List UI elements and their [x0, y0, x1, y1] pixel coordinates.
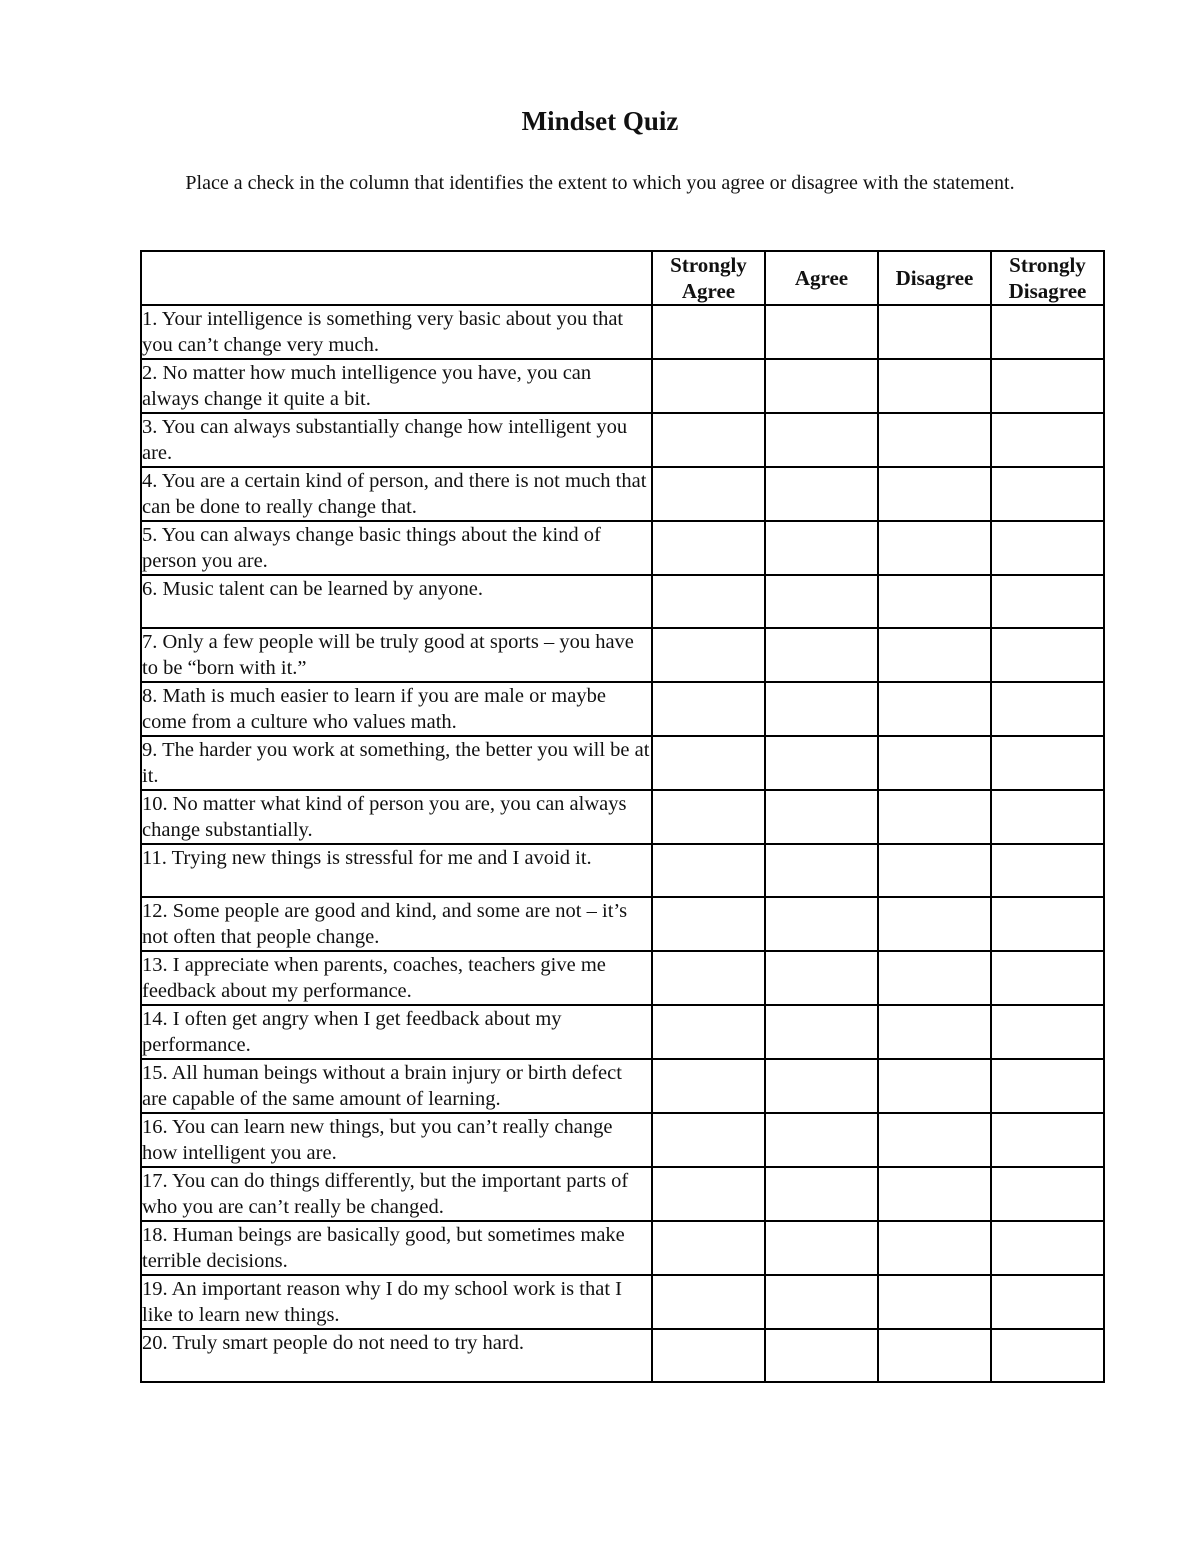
table-row [141, 521, 1104, 575]
check-cell-strongly-disagree[interactable] [991, 1005, 1104, 1059]
check-cell-disagree[interactable] [878, 359, 991, 413]
check-cell-agree[interactable] [765, 1059, 878, 1113]
table-row [141, 359, 1104, 413]
check-cell-strongly-agree[interactable] [652, 521, 765, 575]
check-cell-strongly-disagree[interactable] [991, 628, 1104, 682]
check-cell-agree[interactable] [765, 359, 878, 413]
table-row [141, 1167, 1104, 1221]
check-cell-strongly-disagree[interactable] [991, 951, 1104, 1005]
statement-text: 8. Math is much easier to learn if you are male or maybe come from a culture who values math. [141, 682, 652, 736]
table-row [141, 628, 1104, 682]
check-cell-strongly-agree[interactable] [652, 575, 765, 628]
check-cell-disagree[interactable] [878, 1329, 991, 1382]
check-cell-disagree[interactable] [878, 521, 991, 575]
statement-text: 18. Human beings are basically good, but sometimes make terrible decisions. [141, 1221, 652, 1275]
table-row [141, 844, 1104, 897]
check-cell-strongly-disagree[interactable] [991, 359, 1104, 413]
table-row [141, 1329, 1104, 1382]
statement-text: 2. No matter how much intelligence you have, you can always change it quite a bit. [141, 359, 652, 413]
header-strongly-agree: Strongly Agree [652, 251, 765, 305]
statement-text: 16. You can learn new things, but you can’t really change how intelligent you are. [141, 1113, 652, 1167]
statement-text: 13. I appreciate when parents, coaches, teachers give me feedback about my performance. [141, 951, 652, 1005]
check-cell-strongly-agree[interactable] [652, 1275, 765, 1329]
check-cell-strongly-agree[interactable] [652, 790, 765, 844]
statement-text: 20. Truly smart people do not need to try hard. [141, 1329, 652, 1382]
check-cell-agree[interactable] [765, 736, 878, 790]
check-cell-agree[interactable] [765, 951, 878, 1005]
table-row [141, 1221, 1104, 1275]
check-cell-strongly-disagree[interactable] [991, 682, 1104, 736]
check-cell-strongly-agree[interactable] [652, 1329, 765, 1382]
table-row [141, 305, 1104, 359]
statement-text: 10. No matter what kind of person you are, you can always change substantially. [141, 790, 652, 844]
statement-text: 7. Only a few people will be truly good at sports – you have to be “born with it.” [141, 628, 652, 682]
check-cell-disagree[interactable] [878, 844, 991, 897]
statement-text: 4. You are a certain kind of person, and there is not much that can be done to really change that. [141, 467, 652, 521]
table-row [141, 1275, 1104, 1329]
check-cell-agree[interactable] [765, 682, 878, 736]
check-cell-disagree[interactable] [878, 1275, 991, 1329]
check-cell-disagree[interactable] [878, 1167, 991, 1221]
table-row [141, 1059, 1104, 1113]
check-cell-strongly-agree[interactable] [652, 305, 765, 359]
check-cell-strongly-disagree[interactable] [991, 897, 1104, 951]
table-row [141, 413, 1104, 467]
check-cell-agree[interactable] [765, 1275, 878, 1329]
check-cell-agree[interactable] [765, 521, 878, 575]
table-row [141, 790, 1104, 844]
check-cell-agree[interactable] [765, 1167, 878, 1221]
statement-text: 6. Music talent can be learned by anyone. [141, 575, 652, 628]
check-cell-strongly-disagree[interactable] [991, 1221, 1104, 1275]
statement-text: 19. An important reason why I do my school work is that I like to learn new things. [141, 1275, 652, 1329]
check-cell-disagree[interactable] [878, 736, 991, 790]
check-cell-disagree[interactable] [878, 682, 991, 736]
check-cell-strongly-disagree[interactable] [991, 1113, 1104, 1167]
check-cell-agree[interactable] [765, 790, 878, 844]
check-cell-agree[interactable] [765, 1005, 878, 1059]
header-row [141, 251, 1104, 305]
header-statement [141, 251, 652, 305]
check-cell-strongly-disagree[interactable] [991, 790, 1104, 844]
check-cell-agree[interactable] [765, 413, 878, 467]
table-row [141, 897, 1104, 951]
check-cell-agree[interactable] [765, 305, 878, 359]
statement-text: 5. You can always change basic things about the kind of person you are. [141, 521, 652, 575]
check-cell-agree[interactable] [765, 1113, 878, 1167]
table-row [141, 736, 1104, 790]
statement-text: 11. Trying new things is stressful for me and I avoid it. [141, 844, 652, 897]
check-cell-agree[interactable] [765, 844, 878, 897]
check-cell-strongly-agree[interactable] [652, 1059, 765, 1113]
check-cell-agree[interactable] [765, 897, 878, 951]
check-cell-strongly-disagree[interactable] [991, 1167, 1104, 1221]
check-cell-strongly-agree[interactable] [652, 1221, 765, 1275]
check-cell-disagree[interactable] [878, 467, 991, 521]
statement-text: 12. Some people are good and kind, and some are not – it’s not often that people change. [141, 897, 652, 951]
check-cell-strongly-agree[interactable] [652, 1113, 765, 1167]
check-cell-strongly-agree[interactable] [652, 467, 765, 521]
check-cell-strongly-disagree[interactable] [991, 736, 1104, 790]
check-cell-disagree[interactable] [878, 628, 991, 682]
check-cell-strongly-disagree[interactable] [991, 1275, 1104, 1329]
check-cell-disagree[interactable] [878, 790, 991, 844]
check-cell-strongly-disagree[interactable] [991, 844, 1104, 897]
header-disagree: Disagree [878, 251, 991, 305]
statement-text: 15. All human beings without a brain injury or birth defect are capable of the same amount of learning. [141, 1059, 652, 1113]
check-cell-agree[interactable] [765, 628, 878, 682]
header-agree: Agree [765, 251, 878, 305]
table-row [141, 1005, 1104, 1059]
table-row [141, 951, 1104, 1005]
check-cell-strongly-agree[interactable] [652, 682, 765, 736]
statement-text: 17. You can do things differently, but the important parts of who you are can’t really be changed. [141, 1167, 652, 1221]
check-cell-disagree[interactable] [878, 1221, 991, 1275]
check-cell-strongly-disagree[interactable] [991, 521, 1104, 575]
check-cell-strongly-agree[interactable] [652, 413, 765, 467]
page-title: Mindset Quiz [521, 106, 679, 136]
check-cell-strongly-disagree[interactable] [991, 575, 1104, 628]
check-cell-disagree[interactable] [878, 575, 991, 628]
check-cell-strongly-disagree[interactable] [991, 305, 1104, 359]
check-cell-strongly-agree[interactable] [652, 1005, 765, 1059]
check-cell-agree[interactable] [765, 575, 878, 628]
check-cell-disagree[interactable] [878, 897, 991, 951]
check-cell-strongly-disagree[interactable] [991, 1329, 1104, 1382]
quiz-table [140, 250, 1105, 1383]
header-strongly-disagree: Strongly Disagree [991, 251, 1104, 305]
check-cell-strongly-agree[interactable] [652, 628, 765, 682]
statement-text: 1. Your intelligence is something very basic about you that you can’t change very much. [141, 305, 652, 359]
check-cell-strongly-disagree[interactable] [991, 467, 1104, 521]
statement-text: 14. I often get angry when I get feedback about my performance. [141, 1005, 652, 1059]
check-cell-strongly-agree[interactable] [652, 951, 765, 1005]
check-cell-agree[interactable] [765, 467, 878, 521]
check-cell-strongly-agree[interactable] [652, 359, 765, 413]
check-cell-disagree[interactable] [878, 951, 991, 1005]
check-cell-agree[interactable] [765, 1329, 878, 1382]
check-cell-strongly-disagree[interactable] [991, 413, 1104, 467]
check-cell-disagree[interactable] [878, 1059, 991, 1113]
check-cell-strongly-agree[interactable] [652, 1167, 765, 1221]
statement-text: 9. The harder you work at something, the better you will be at it. [141, 736, 652, 790]
check-cell-strongly-agree[interactable] [652, 736, 765, 790]
check-cell-strongly-agree[interactable] [652, 844, 765, 897]
check-cell-disagree[interactable] [878, 413, 991, 467]
check-cell-disagree[interactable] [878, 305, 991, 359]
table-row [141, 575, 1104, 628]
table-row [141, 1113, 1104, 1167]
table-row [141, 682, 1104, 736]
statement-text: 3. You can always substantially change how intelligent you are. [141, 413, 652, 467]
check-cell-disagree[interactable] [878, 1113, 991, 1167]
instructions-text: Place a check in the column that identifies the extent to which you agree or disagree with the statement. [185, 172, 1015, 194]
check-cell-strongly-disagree[interactable] [991, 1059, 1104, 1113]
check-cell-disagree[interactable] [878, 1005, 991, 1059]
table-row [141, 467, 1104, 521]
check-cell-strongly-agree[interactable] [652, 897, 765, 951]
check-cell-agree[interactable] [765, 1221, 878, 1275]
